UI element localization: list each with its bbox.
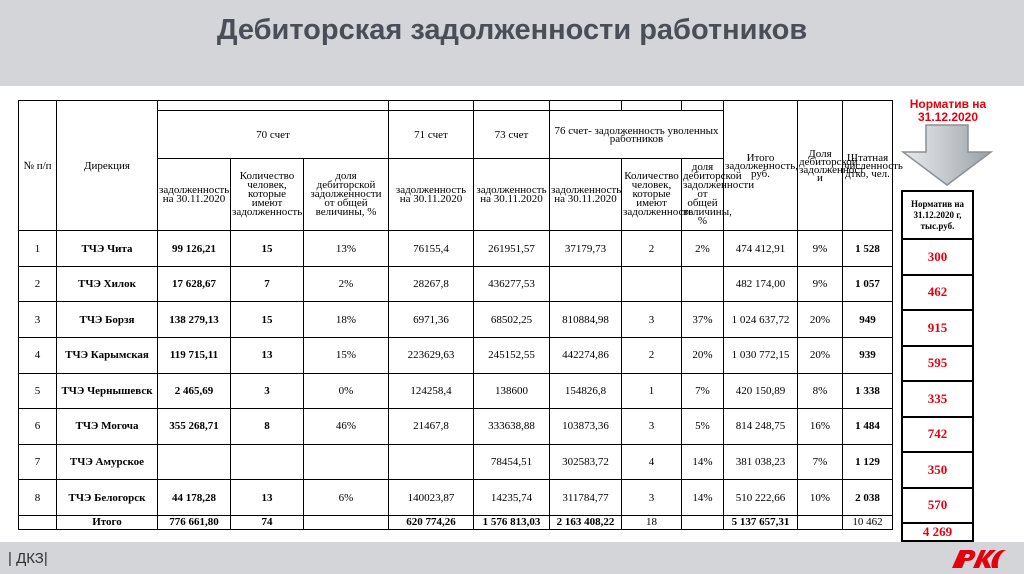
totals-debt73: 1 576 813,03: [474, 515, 550, 529]
row-people70: 8: [231, 409, 304, 445]
row-debt70: 2 465,69: [158, 373, 231, 409]
norm-value: 462: [902, 275, 973, 311]
row-staff: 2 038: [843, 480, 893, 516]
row-debt70: 44 178,28: [158, 480, 231, 516]
row-debt70: [158, 444, 231, 480]
totals-people76: 18: [622, 515, 682, 529]
row-people70: 3: [231, 373, 304, 409]
row-people76: [622, 266, 682, 302]
row-direction: ТЧЭ Борзя: [57, 302, 158, 338]
totals-debt71: 620 774,26: [389, 515, 474, 529]
norm-header: Норматив на 31.12.2020 г, тыс.руб.: [902, 191, 973, 239]
row-share: 10%: [798, 480, 843, 516]
row-direction: ТЧЭ Белогорск: [57, 480, 158, 516]
row-debt71: 124258,4: [389, 373, 474, 409]
row-debt70: 17 628,67: [158, 266, 231, 302]
header-debt71: задолженность на 30.11.2020: [389, 159, 474, 231]
row-direction: ТЧЭ Чернышевск: [57, 373, 158, 409]
row-staff: 1 338: [843, 373, 893, 409]
row-staff: 1 129: [843, 444, 893, 480]
row-pct70: 13%: [304, 231, 389, 267]
row-pct76: 37%: [682, 302, 724, 338]
row-debt73: 261951,57: [474, 231, 550, 267]
norm-value: 742: [902, 417, 973, 453]
row-pct70: 0%: [304, 373, 389, 409]
header-num: № п/п: [19, 101, 57, 231]
row-people76: 2: [622, 338, 682, 374]
header-debt76: задолженность на 30.11.2020: [550, 159, 622, 231]
row-people70: 15: [231, 231, 304, 267]
row-pct76: 14%: [682, 480, 724, 516]
row-debt76: 810884,98: [550, 302, 622, 338]
row-total: 474 412,91: [724, 231, 798, 267]
row-share: 20%: [798, 302, 843, 338]
slide-title: Дебиторская задолженности работников: [216, 14, 808, 46]
row-debt71: 140023,87: [389, 480, 474, 516]
row-share: 9%: [798, 266, 843, 302]
row-debt76: 103873,36: [550, 409, 622, 445]
row-debt71: [389, 444, 474, 480]
table-row: [19, 338, 893, 374]
totals-row: [19, 515, 893, 529]
norm-top-label: Норматив на 31.12.2020: [909, 97, 987, 124]
footer-label: | ДКЗ|: [8, 550, 48, 567]
row-num: 4: [19, 338, 57, 374]
row-debt73: 436277,53: [474, 266, 550, 302]
row-debt70: 99 126,21: [158, 231, 231, 267]
row-people76: 4: [622, 444, 682, 480]
table-row: [19, 302, 893, 338]
row-staff: 1 057: [843, 266, 893, 302]
row-debt76: 302583,72: [550, 444, 622, 480]
row-direction: ТЧЭ Амурское: [57, 444, 158, 480]
norm-value: 350: [902, 452, 973, 488]
row-debt76: 37179,73: [550, 231, 622, 267]
table-row: [19, 373, 893, 409]
table-top-row: [19, 101, 893, 111]
row-pct70: 18%: [304, 302, 389, 338]
row-total: 420 150,89: [724, 373, 798, 409]
header-direction: Дирекция: [57, 101, 158, 231]
table-row: [19, 231, 893, 267]
row-people70: 13: [231, 338, 304, 374]
header-pct76: доля дебиторской задолженности от общей величины, %: [682, 159, 724, 231]
row-num: 8: [19, 480, 57, 516]
header-acc76: 76 счет- задолженность уволенных работников: [550, 111, 724, 159]
header-debt73: задолженность на 30.11.2020: [474, 159, 550, 231]
row-people76: 3: [622, 302, 682, 338]
row-pct70: 2%: [304, 266, 389, 302]
header-people70: Количество человек, которые имеют задолженность: [231, 159, 304, 231]
row-debt73: 333638,88: [474, 409, 550, 445]
row-num: 5: [19, 373, 57, 409]
row-people76: 3: [622, 409, 682, 445]
header-share: Доля дебиторской задолженност и: [798, 101, 843, 231]
row-share: 8%: [798, 373, 843, 409]
norm-value: 595: [902, 346, 973, 382]
row-people70: 7: [231, 266, 304, 302]
row-total: 1 030 772,15: [724, 338, 798, 374]
row-pct76: 14%: [682, 444, 724, 480]
totals-debt76: 2 163 408,22: [550, 515, 622, 529]
table-row: [19, 444, 893, 480]
row-debt70: 355 268,71: [158, 409, 231, 445]
row-debt71: 6971,36: [389, 302, 474, 338]
row-total: 1 024 637,72: [724, 302, 798, 338]
row-debt73: 78454,51: [474, 444, 550, 480]
row-pct76: 7%: [682, 373, 724, 409]
row-pct70: 6%: [304, 480, 389, 516]
row-debt73: 245152,55: [474, 338, 550, 374]
down-arrow-icon: [901, 124, 993, 186]
header-pct70: доля дебиторской задолженности от общей величины, %: [304, 159, 389, 231]
row-num: 2: [19, 266, 57, 302]
row-total: 482 174,00: [724, 266, 798, 302]
header-debt70: задолженность на 30.11.2020: [158, 159, 231, 231]
header-staff: Штатная численность дтко, чел.: [843, 101, 893, 231]
header-acc73: 73 счет: [474, 111, 550, 159]
row-debt71: 76155,4: [389, 231, 474, 267]
totals-total: 5 137 657,31: [724, 515, 798, 529]
row-people76: 1: [622, 373, 682, 409]
header-acc70: 70 счет: [158, 111, 389, 159]
header-acc71: 71 счет: [389, 111, 474, 159]
row-pct76: 5%: [682, 409, 724, 445]
row-num: 7: [19, 444, 57, 480]
norm-value: 915: [902, 310, 973, 346]
norm-value: 570: [902, 488, 973, 524]
row-pct70: 46%: [304, 409, 389, 445]
row-pct76: [682, 266, 724, 302]
row-people70: 13: [231, 480, 304, 516]
row-people76: 3: [622, 480, 682, 516]
row-debt70: 138 279,13: [158, 302, 231, 338]
debt-table: [18, 100, 903, 530]
row-debt73: 138600: [474, 373, 550, 409]
row-share: 16%: [798, 409, 843, 445]
slide-header: [0, 0, 1024, 86]
row-debt71: 28267,8: [389, 266, 474, 302]
row-people70: 15: [231, 302, 304, 338]
row-staff: 1 528: [843, 231, 893, 267]
slide-footer: [0, 542, 1024, 574]
totals-staff: 10 462: [843, 515, 893, 529]
row-num: 6: [19, 409, 57, 445]
row-share: 9%: [798, 231, 843, 267]
totals-debt70: 776 661,80: [158, 515, 231, 529]
totals-label: Итого: [57, 515, 158, 529]
row-debt71: 223629,63: [389, 338, 474, 374]
row-debt76: 442274,86: [550, 338, 622, 374]
row-staff: 949: [843, 302, 893, 338]
norm-table: [901, 190, 974, 542]
row-pct70: 15%: [304, 338, 389, 374]
row-staff: 1 484: [843, 409, 893, 445]
row-debt71: 21467,8: [389, 409, 474, 445]
row-num: 1: [19, 231, 57, 267]
rzd-logo-icon: [946, 546, 1008, 572]
table-row: [19, 409, 893, 445]
row-num: 3: [19, 302, 57, 338]
row-debt76: 154826,8: [550, 373, 622, 409]
row-debt73: 14235,74: [474, 480, 550, 516]
row-share: 7%: [798, 444, 843, 480]
row-total: 381 038,23: [724, 444, 798, 480]
norm-value: 300: [902, 239, 973, 275]
row-share: 20%: [798, 338, 843, 374]
table-row: [19, 266, 893, 302]
row-people76: 2: [622, 231, 682, 267]
totals-people70: 74: [231, 515, 304, 529]
row-debt73: 68502,25: [474, 302, 550, 338]
row-pct70: [304, 444, 389, 480]
row-debt76: [550, 266, 622, 302]
row-staff: 939: [843, 338, 893, 374]
norm-value: 335: [902, 381, 973, 417]
row-direction: ТЧЭ Карымская: [57, 338, 158, 374]
norm-total: 4 269: [902, 523, 973, 541]
row-total: 510 222,66: [724, 480, 798, 516]
row-direction: ТЧЭ Хилок: [57, 266, 158, 302]
row-direction: ТЧЭ Чита: [57, 231, 158, 267]
table-row: [19, 480, 893, 516]
row-debt70: 119 715,11: [158, 338, 231, 374]
row-direction: ТЧЭ Могоча: [57, 409, 158, 445]
row-total: 814 248,75: [724, 409, 798, 445]
row-pct76: 2%: [682, 231, 724, 267]
row-debt76: 311784,77: [550, 480, 622, 516]
row-pct76: 20%: [682, 338, 724, 374]
row-people70: [231, 444, 304, 480]
header-total: Итого задолженность, руб.: [724, 101, 798, 231]
header-people76: Количество человек, которые имеют задолженность: [622, 159, 682, 231]
